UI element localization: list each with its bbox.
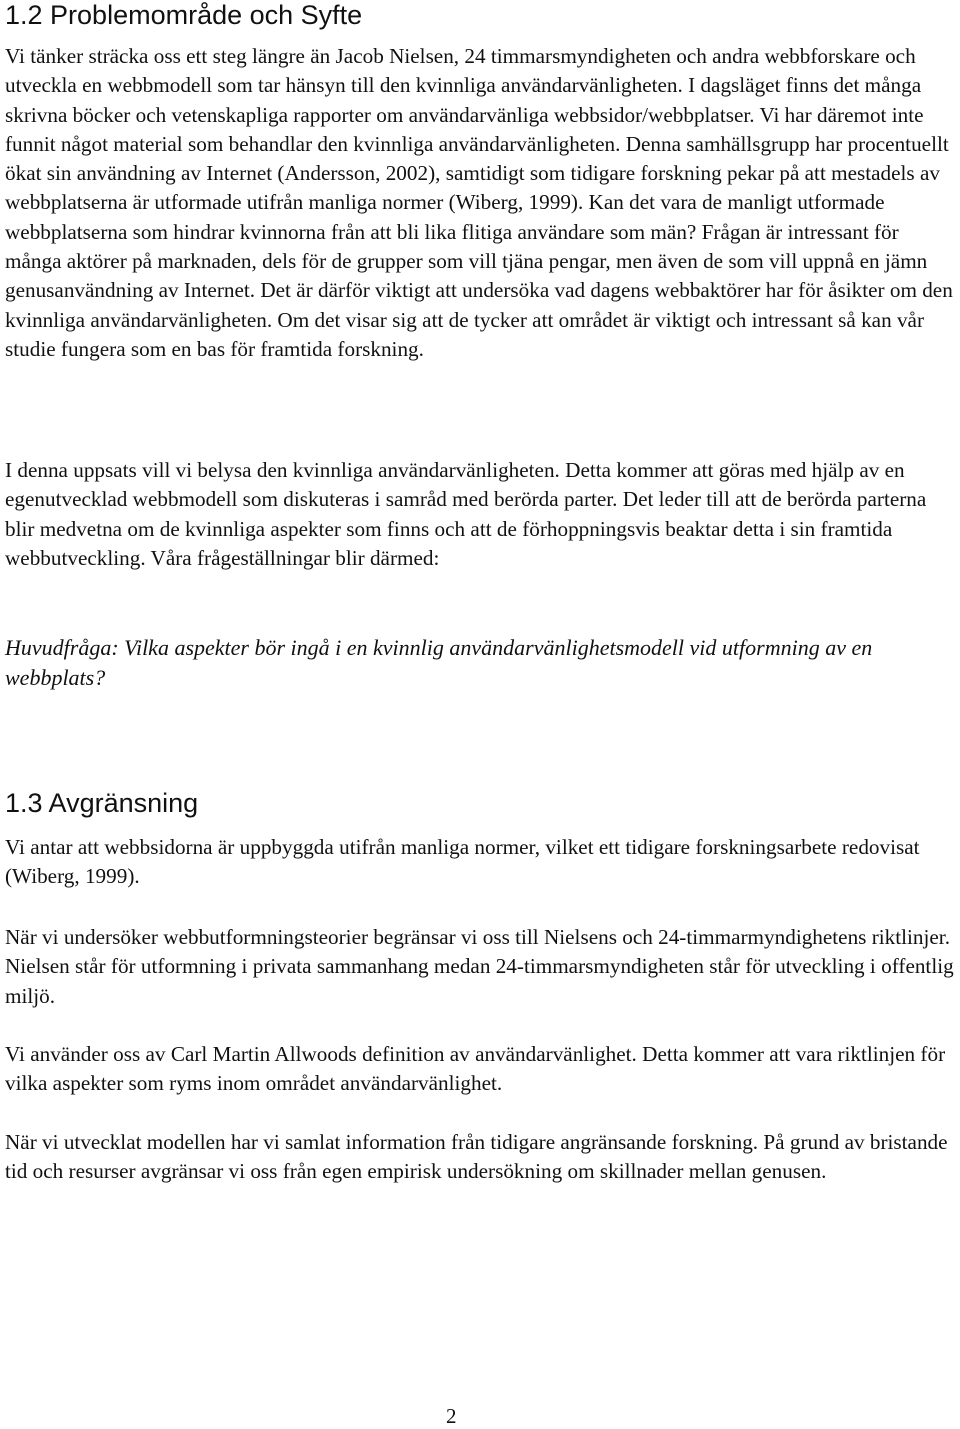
paragraph-delimitation-4: När vi utvecklat modellen har vi samlat information från tidigare angränsande forskning. På grund av bristande tid och resurser avgränsar vi oss från egen empirisk undersökning om skillnader mellan genusen. (5, 1130, 948, 1184)
paragraph-problem-area-1: Vi tänker sträcka oss ett steg längre än Jacob Nielsen, 24 timmarsmyndigheten och andra webbforskare och utveckla en webbmodell som tar hänsyn till den kvinnliga användarvänligheten. I dagsläget finns det många skrivna böcker och vetenskapliga rapporter om användarvänliga webbsidor/webbplatser. Vi har däremot inte funnit något material som behandlar den kvinnliga användarvänligheten. Denna samhällsgrupp har procentuellt ökat sin användning av Internet (Andersson, 2002), samtidigt som tidigare forskning pekar på att mestadels av webbplatserna är utformade utifrån manliga normer (Wiberg, 1999). Kan det vara de manligt utformade webbplatserna som hindrar kvinnorna från att bli lika flitiga användare som män? Frågan är intressant för många aktörer på marknaden, dels för de grupper som vill tjäna pengar, men även de som vill uppnå en jämn genusanvändning av Internet. Det är därför viktigt att undersöka vad dagens webbaktörer har för åsikter om den kvinnliga användarvänligheten. Om det visar sig att de tycker att området är viktigt och intressant så kan vår studie fungera som en bas för framtida forskning. (5, 44, 953, 361)
paragraph-delimitation-2: När vi undersöker webbutformningsteorier begränsar vi oss till Nielsens och 24-timmarmyndighetens riktlinjer. Nielsen står för utformning i privata sammanhang medan 24-timmarsmyndigheten står för utveckling i offentlig miljö. (5, 925, 954, 1008)
main-research-question: Huvudfråga: Vilka aspekter bör ingå i en kvinnlig användarvänlighetsmodell vid utformning av en webbplats? (5, 635, 873, 690)
paragraph-delimitation-3: Vi använder oss av Carl Martin Allwoods definition av användarvänlighet. Detta kommer att vara riktlinjen för vilka aspekter som ryms inom området användarvänlighet. (5, 1042, 946, 1096)
paragraph-delimitation-1: Vi antar att webbsidorna är uppbyggda utifrån manliga normer, vilket ett tidigare forskningsarbete redovisat (Wiberg, 1999). (5, 835, 920, 889)
paragraph-problem-area-2: I denna uppsats vill vi belysa den kvinnliga användarvänligheten. Detta kommer att göras med hjälp av en egenutvecklad webbmodell som diskuteras i samråd med berörda parter. Det leder till att de berörda parterna blir medvetna om de kvinnliga aspekter som finns och att de förhoppningsvis beaktar detta i sin framtida webbutveckling. Våra frågeställningar blir därmed: (5, 458, 927, 570)
page-number: 2 (446, 1404, 457, 1428)
section-heading-delimitation: 1.3 Avgränsning (5, 788, 199, 818)
section-heading-problem-area: 1.2 Problemområde och Syfte (5, 0, 363, 30)
